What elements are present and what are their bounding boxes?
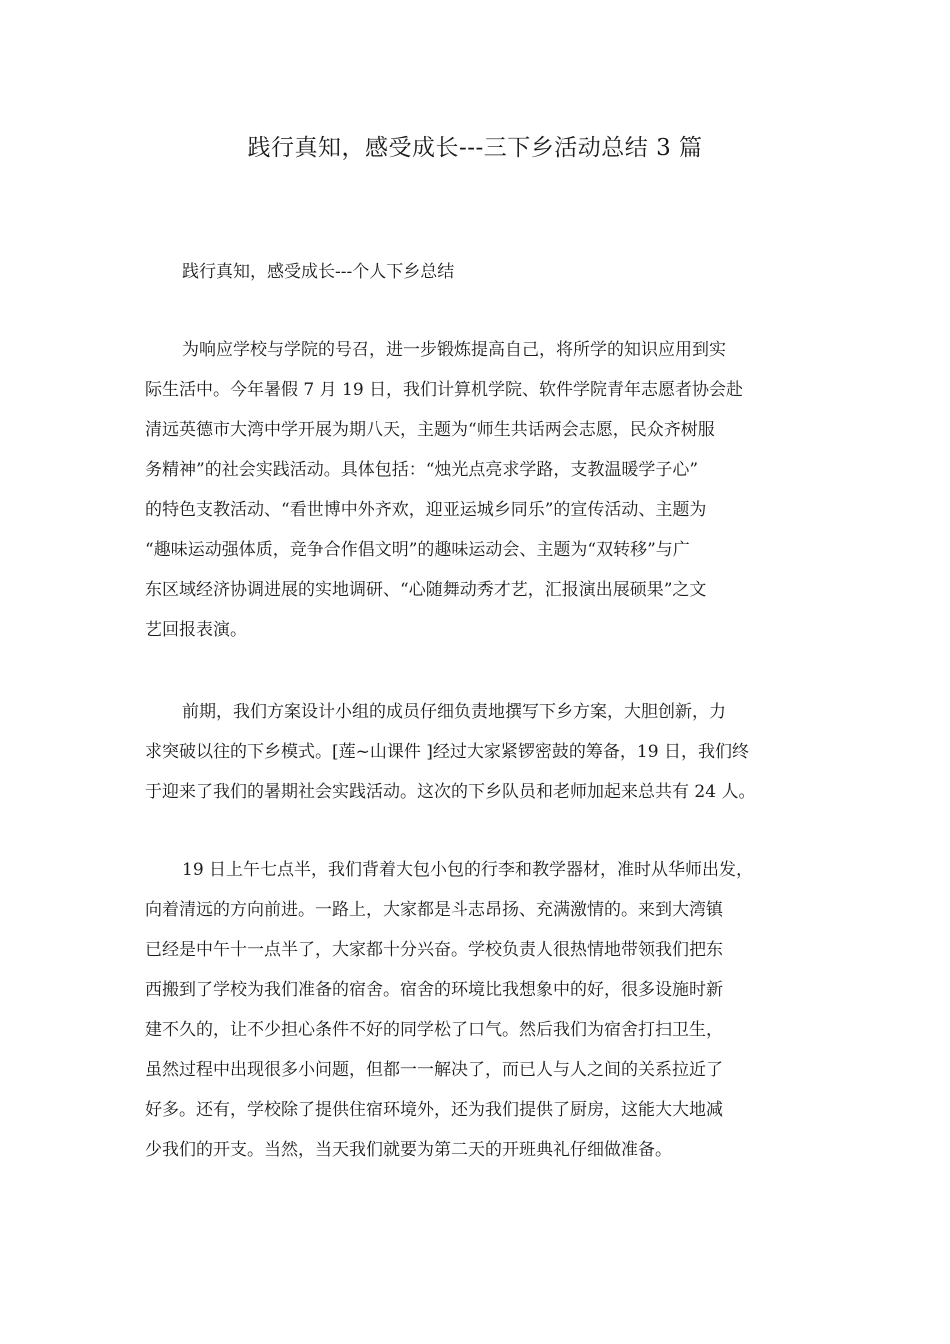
paragraph-line: 向着清远的方向前进。一路上，大家都是斗志昂扬、充满激情的。来到大湾镇 xyxy=(145,900,723,920)
paragraph-line: 清远英德市大湾中学开展为期八天，主题为“师生共话两会志愿，民众齐树服 xyxy=(145,420,715,440)
paragraph-line: 务精神”的社会实践活动。具体包括：“烛光点亮求学路，支教温暖学子心” xyxy=(145,460,699,480)
paragraph-line: 为响应学校与学院的号召，进一步锻炼提高自己，将所学的知识应用到实 xyxy=(182,340,726,360)
paragraph-line: 建不久的，让不少担心条件不好的同学松了口气。然后我们为宿舍打扫卫生， xyxy=(145,1020,723,1040)
paragraph-line: 东区域经济协调进展的实地调研、“心随舞动秀才艺，汇报演出展硕果”之文 xyxy=(145,580,707,600)
document-subtitle: 践行真知，感受成长---个人下乡总结 xyxy=(182,262,455,282)
paragraph-1 xyxy=(145,337,825,657)
paragraph-3 xyxy=(145,857,825,1177)
document-title: 践行真知，感受成长---三下乡活动总结 3 篇 xyxy=(247,135,703,161)
paragraph-line: 19 日上午七点半，我们背着大包小包的行李和教学器材，准时从华师出发， xyxy=(182,860,754,880)
paragraph-2 xyxy=(145,699,825,819)
paragraph-line: 好多。还有，学校除了提供住宿环境外，还为我们提供了厨房，这能大大地减 xyxy=(145,1100,723,1120)
paragraph-line: 虽然过程中出现很多小问题，但都一一解决了，而已人与人之间的关系拉近了 xyxy=(145,1060,723,1080)
paragraph-line: 的特色支教活动、“看世博中外齐欢，迎亚运城乡同乐”的宣传活动、主题为 xyxy=(145,500,707,520)
paragraph-line: 于迎来了我们的暑期社会实践活动。这次的下乡队员和老师加起来总共有 24 人。 xyxy=(145,782,756,802)
paragraph-line: 西搬到了学校为我们准备的宿舍。宿舍的环境比我想象中的好，很多设施时新 xyxy=(145,980,723,1000)
paragraph-line: 少我们的开支。当然，当天我们就要为第二天的开班典礼仔细做准备。 xyxy=(145,1140,672,1160)
paragraph-line: 求突破以往的下乡模式。[莲~山课件 ]经过大家紧锣密鼓的筹备，19 日，我们终 xyxy=(145,742,749,762)
paragraph-line: 已经是中午十一点半了，大家都十分兴奋。学校负责人很热情地带领我们把东 xyxy=(145,940,723,960)
paragraph-line: 前期，我们方案设计小组的成员仔细负责地撰写下乡方案，大胆创新，力 xyxy=(182,702,726,722)
paragraph-line: 艺回报表演。 xyxy=(145,620,247,640)
paragraph-line: 际生活中。今年暑假 7 月 19 日，我们计算机学院、软件学院青年志愿者协会赴 xyxy=(145,380,744,400)
paragraph-line: “趣味运动强体质，竞争合作倡文明”的趣味运动会、主题为“双转移”与广 xyxy=(145,540,690,560)
